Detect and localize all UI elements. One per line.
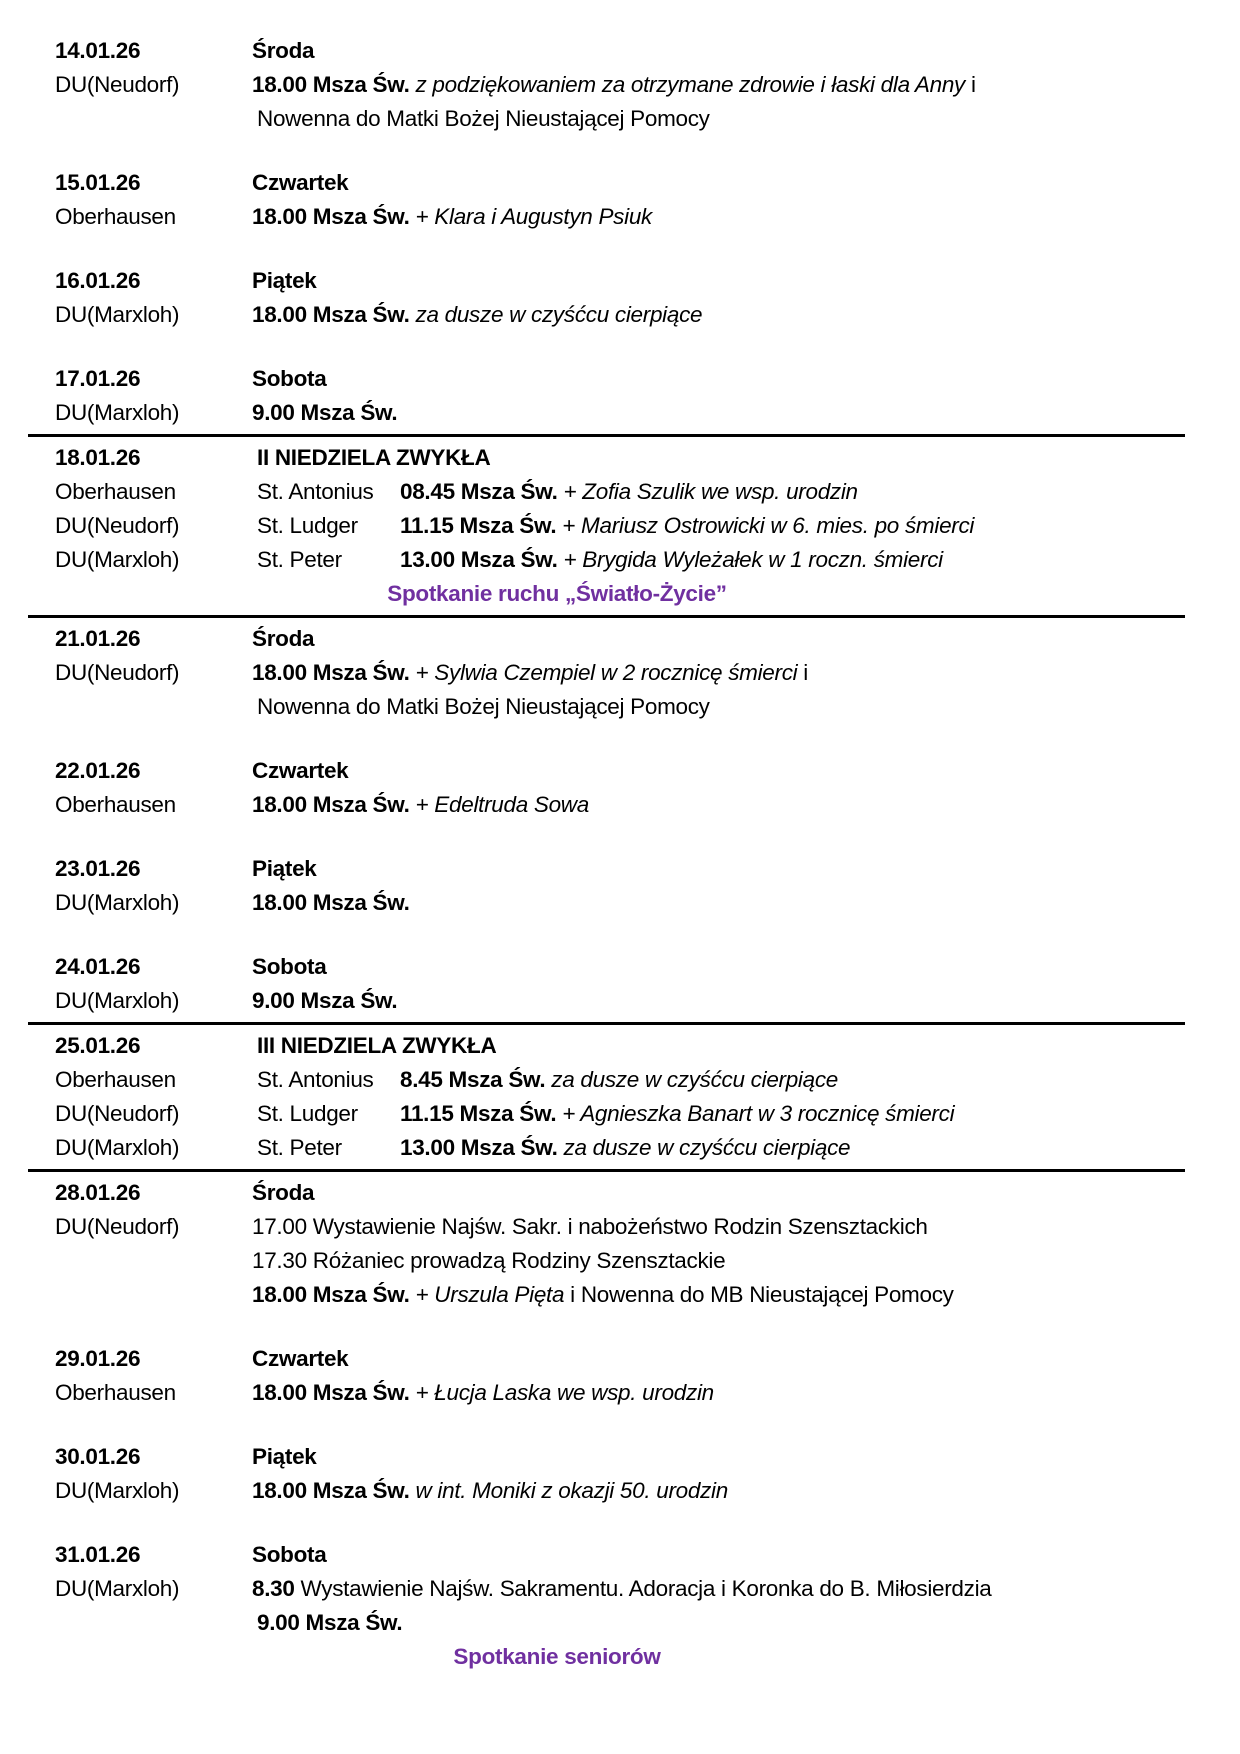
date-label: 14.01.26 [55, 38, 141, 63]
location-label: Oberhausen [55, 1067, 176, 1092]
mass-time: 18.00 Msza Św. [252, 1380, 416, 1405]
mass-time: 11.15 Msza Św. [400, 1101, 563, 1126]
church-label: St. Antonius [257, 479, 374, 504]
schedule-row [55, 1029, 1200, 1063]
schedule-row [55, 1097, 1200, 1131]
text: Nowenna do Matki Bożej Nieustającej Pomocy [257, 106, 710, 131]
schedule-entry-29.01.26 [55, 1342, 1200, 1410]
service-text: 17.30 Różaniec prowadzą Rodziny Szensztackie [252, 1248, 726, 1273]
intention: + Brygida Wyleżałek w 1 roczn. śmierci [563, 547, 943, 572]
text: Nowenna do Matki Bożej Nieustającej Pomocy [257, 694, 710, 719]
mass-time: 18.00 Msza Św. [252, 890, 410, 915]
date-label: 22.01.26 [55, 758, 141, 783]
community-meeting-note [225, 577, 889, 611]
location-label: DU(Neudorf) [55, 72, 180, 97]
row-main-text [252, 102, 1200, 136]
intention: + Urszula Pięta [415, 1282, 565, 1307]
intention: w int. Moniki z okazji 50. urodzin [415, 1478, 728, 1503]
schedule-row [55, 1063, 1200, 1097]
row-main-text [252, 1210, 1200, 1244]
church-label: St. Ludger [257, 1101, 358, 1126]
location-label: DU(Marxloh) [55, 400, 180, 425]
row-main-text [400, 543, 1200, 577]
mass-time: 18.00 Msza Św. [252, 1478, 416, 1503]
community-note: Spotkanie ruchu „Światło-Życie” [387, 581, 727, 606]
schedule-row [55, 754, 1200, 788]
date-label: 15.01.26 [55, 170, 141, 195]
schedule-row [55, 396, 1200, 430]
schedule-entry-22.01.26 [55, 754, 1200, 822]
schedule-row [55, 200, 1200, 234]
schedule-row [55, 509, 1200, 543]
day-label: Czwartek [252, 170, 349, 195]
schedule-row [55, 950, 1200, 984]
schedule-row [55, 264, 1200, 298]
schedule-row [55, 102, 1200, 136]
mass-time: 18.00 Msza Św. [252, 302, 416, 327]
church-label: St. Peter [257, 547, 342, 572]
schedule-row [55, 1342, 1200, 1376]
mass-time: 9.00 Msza Św. [257, 1610, 403, 1635]
schedule-entry-17.01.26 [55, 362, 1200, 430]
intention: + Łucja Laska we wsp. urodzin [415, 1380, 714, 1405]
location-label: DU(Neudorf) [55, 1214, 180, 1239]
date-label: 21.01.26 [55, 626, 141, 651]
row-main-text [252, 68, 1200, 102]
mass-time: 08.45 Msza Św. [400, 479, 564, 504]
location-label: DU(Neudorf) [55, 660, 180, 685]
location-label: DU(Neudorf) [55, 1101, 180, 1126]
day-label: Sobota [252, 954, 327, 979]
schedule-row [55, 1606, 1200, 1640]
mass-time: 9.00 Msza Św. [252, 400, 398, 425]
date-label: 31.01.26 [55, 1542, 141, 1567]
schedule-entry-31.01.26 [55, 1538, 1200, 1674]
schedule-row [55, 852, 1200, 886]
schedule-row [55, 690, 1200, 724]
schedule-entry-23.01.26 [55, 852, 1200, 920]
schedule-row [55, 475, 1200, 509]
day-label: Czwartek [252, 758, 349, 783]
location-label: DU(Marxloh) [55, 547, 180, 572]
row-main-text [252, 1538, 1200, 1572]
row-main-text [252, 690, 1200, 724]
row-main-text [252, 1176, 1200, 1210]
location-label: DU(Marxloh) [55, 1135, 180, 1160]
service-text: 17.00 Wystawienie Najśw. Sakr. i nabożeństwo Rodzin Szensztackich [252, 1214, 928, 1239]
intention: + Agnieszka Banart w 3 rocznicę śmierci [562, 1101, 955, 1126]
mass-time: 18.00 Msza Św. [252, 72, 416, 97]
row-main-text [252, 950, 1200, 984]
intention: + Edeltruda Sowa [415, 792, 589, 817]
date-label: 28.01.26 [55, 1180, 141, 1205]
intention: + Mariusz Ostrowicki w 6. mies. po śmierci [562, 513, 975, 538]
section-divider-line [28, 615, 1185, 618]
schedule-row [55, 543, 1200, 577]
row-main-text [252, 1572, 1200, 1606]
location-label: DU(Marxloh) [55, 890, 180, 915]
section-divider-line [28, 434, 1185, 437]
text: i [797, 660, 809, 685]
text: i [965, 72, 976, 97]
row-main-text [252, 852, 1200, 886]
row-main-text [252, 441, 1200, 475]
date-label: 29.01.26 [55, 1346, 141, 1371]
row-main-text [400, 1097, 1200, 1131]
date-label: 24.01.26 [55, 954, 141, 979]
sunday-title: II NIEDZIELA ZWYKŁA [257, 445, 491, 470]
schedule-row [55, 1538, 1200, 1572]
sunday-title: III NIEDZIELA ZWYKŁA [257, 1033, 497, 1058]
schedule-entry-30.01.26 [55, 1440, 1200, 1508]
community-meeting-note [225, 1640, 889, 1674]
row-main-text [252, 622, 1200, 656]
location-label: Oberhausen [55, 1380, 176, 1405]
day-label: Sobota [252, 366, 327, 391]
intention: + Klara i Augustyn Psiuk [415, 204, 652, 229]
schedule-row [55, 1440, 1200, 1474]
intention: za dusze w czyśćcu cierpiące [551, 1067, 839, 1092]
row-main-text [252, 264, 1200, 298]
row-main-text [252, 1376, 1200, 1410]
church-label: St. Ludger [257, 513, 358, 538]
church-label: St. Antonius [257, 1067, 374, 1092]
schedule-row [55, 1176, 1200, 1210]
row-main-text [400, 1063, 1200, 1097]
schedule-row [55, 1244, 1200, 1278]
row-main-text [252, 298, 1200, 332]
section-divider-line [28, 1169, 1185, 1172]
mass-time: 8.30 [252, 1576, 295, 1601]
location-label: Oberhausen [55, 792, 176, 817]
location-label [55, 1244, 252, 1278]
row-main-text [400, 475, 1200, 509]
row-main-text [252, 1606, 1200, 1640]
schedule-entry-18.01.26 [55, 441, 1200, 611]
date-label: 17.01.26 [55, 366, 141, 391]
day-label: Sobota [252, 1542, 327, 1567]
row-main-text [252, 1474, 1200, 1508]
schedule-row [55, 1572, 1200, 1606]
schedule-row [55, 1278, 1200, 1312]
schedule-row [55, 68, 1200, 102]
row-main-text [252, 362, 1200, 396]
mass-time: 18.00 Msza Św. [252, 1282, 416, 1307]
day-label: Środa [252, 38, 315, 63]
schedule-entry-14.01.26 [55, 34, 1200, 136]
intention: za dusze w czyśćcu cierpiące [563, 1135, 851, 1160]
day-label: Środa [252, 626, 315, 651]
schedule-row [55, 886, 1200, 920]
schedule-row [55, 34, 1200, 68]
mass-time: 8.45 Msza Św. [400, 1067, 552, 1092]
schedule-entry-28.01.26 [55, 1176, 1200, 1312]
row-main-text [252, 1029, 1200, 1063]
schedule-row [55, 166, 1200, 200]
schedule-entry-25.01.26 [55, 1029, 1200, 1165]
row-main-text [252, 984, 1200, 1018]
day-label: Środa [252, 1180, 315, 1205]
day-label: Piątek [252, 856, 317, 881]
mass-time: 18.00 Msza Św. [252, 792, 416, 817]
mass-time: 11.15 Msza Św. [400, 513, 563, 538]
mass-time: 13.00 Msza Św. [400, 547, 564, 572]
schedule-entry-16.01.26 [55, 264, 1200, 332]
schedule-row [55, 1210, 1200, 1244]
day-label: Czwartek [252, 1346, 349, 1371]
location-label [55, 1278, 252, 1312]
text: i Nowenna do MB Nieustającej Pomocy [564, 1282, 954, 1307]
schedule-row [55, 1376, 1200, 1410]
row-main-text [252, 1244, 1200, 1278]
row-main-text [252, 200, 1200, 234]
schedule-row [55, 441, 1200, 475]
intention: za dusze w czyśćcu cierpiące [415, 302, 703, 327]
date-label: 25.01.26 [55, 1033, 141, 1058]
row-main-text [252, 656, 1200, 690]
location-label: DU(Marxloh) [55, 302, 180, 327]
location-label: Oberhausen [55, 204, 176, 229]
community-note: Spotkanie seniorów [453, 1644, 661, 1669]
schedule-row [55, 298, 1200, 332]
location-label: DU(Neudorf) [55, 513, 180, 538]
date-label: 30.01.26 [55, 1444, 141, 1469]
schedule-row [55, 362, 1200, 396]
location-label: DU(Marxloh) [55, 1576, 180, 1601]
intention: + Zofia Szulik we wsp. urodzin [563, 479, 858, 504]
schedule-row [55, 1131, 1200, 1165]
schedule-row [55, 788, 1200, 822]
row-main-text [252, 166, 1200, 200]
row-main-text [252, 396, 1200, 430]
location-label: DU(Marxloh) [55, 988, 180, 1013]
schedule-entry-24.01.26 [55, 950, 1200, 1018]
section-divider-line [28, 1022, 1185, 1025]
intention: + Sylwia Czempiel w 2 rocznicę śmierci [415, 660, 798, 685]
service-text: Wystawienie Najśw. Sakramentu. Adoracja i Koronka do B. Miłosierdzia [294, 1576, 992, 1601]
mass-time: 18.00 Msza Św. [252, 204, 416, 229]
row-main-text [252, 1440, 1200, 1474]
schedule-row [55, 622, 1200, 656]
location-label: Oberhausen [55, 479, 176, 504]
schedule-row [55, 1474, 1200, 1508]
intention: z podziękowaniem za otrzymane zdrowie i łaski dla Anny [415, 72, 965, 97]
day-label: Piątek [252, 1444, 317, 1469]
date-label: 18.01.26 [55, 445, 141, 470]
location-label: DU(Marxloh) [55, 1478, 180, 1503]
mass-time: 9.00 Msza Św. [252, 988, 398, 1013]
schedule-row [55, 984, 1200, 1018]
location-label [55, 1606, 252, 1640]
row-main-text [252, 34, 1200, 68]
location-label [55, 102, 252, 136]
row-main-text [400, 509, 1200, 543]
schedule-entry-15.01.26 [55, 166, 1200, 234]
schedule-entry-21.01.26 [55, 622, 1200, 724]
mass-time: 18.00 Msza Św. [252, 660, 416, 685]
row-main-text [252, 788, 1200, 822]
day-label: Piątek [252, 268, 317, 293]
schedule-row [55, 656, 1200, 690]
location-label [55, 690, 252, 724]
mass-time: 13.00 Msza Św. [400, 1135, 564, 1160]
row-main-text [252, 886, 1200, 920]
date-label: 23.01.26 [55, 856, 141, 881]
row-main-text [252, 1342, 1200, 1376]
row-main-text [252, 754, 1200, 788]
row-main-text [252, 1278, 1200, 1312]
row-main-text [400, 1131, 1200, 1165]
date-label: 16.01.26 [55, 268, 141, 293]
church-label: St. Peter [257, 1135, 342, 1160]
